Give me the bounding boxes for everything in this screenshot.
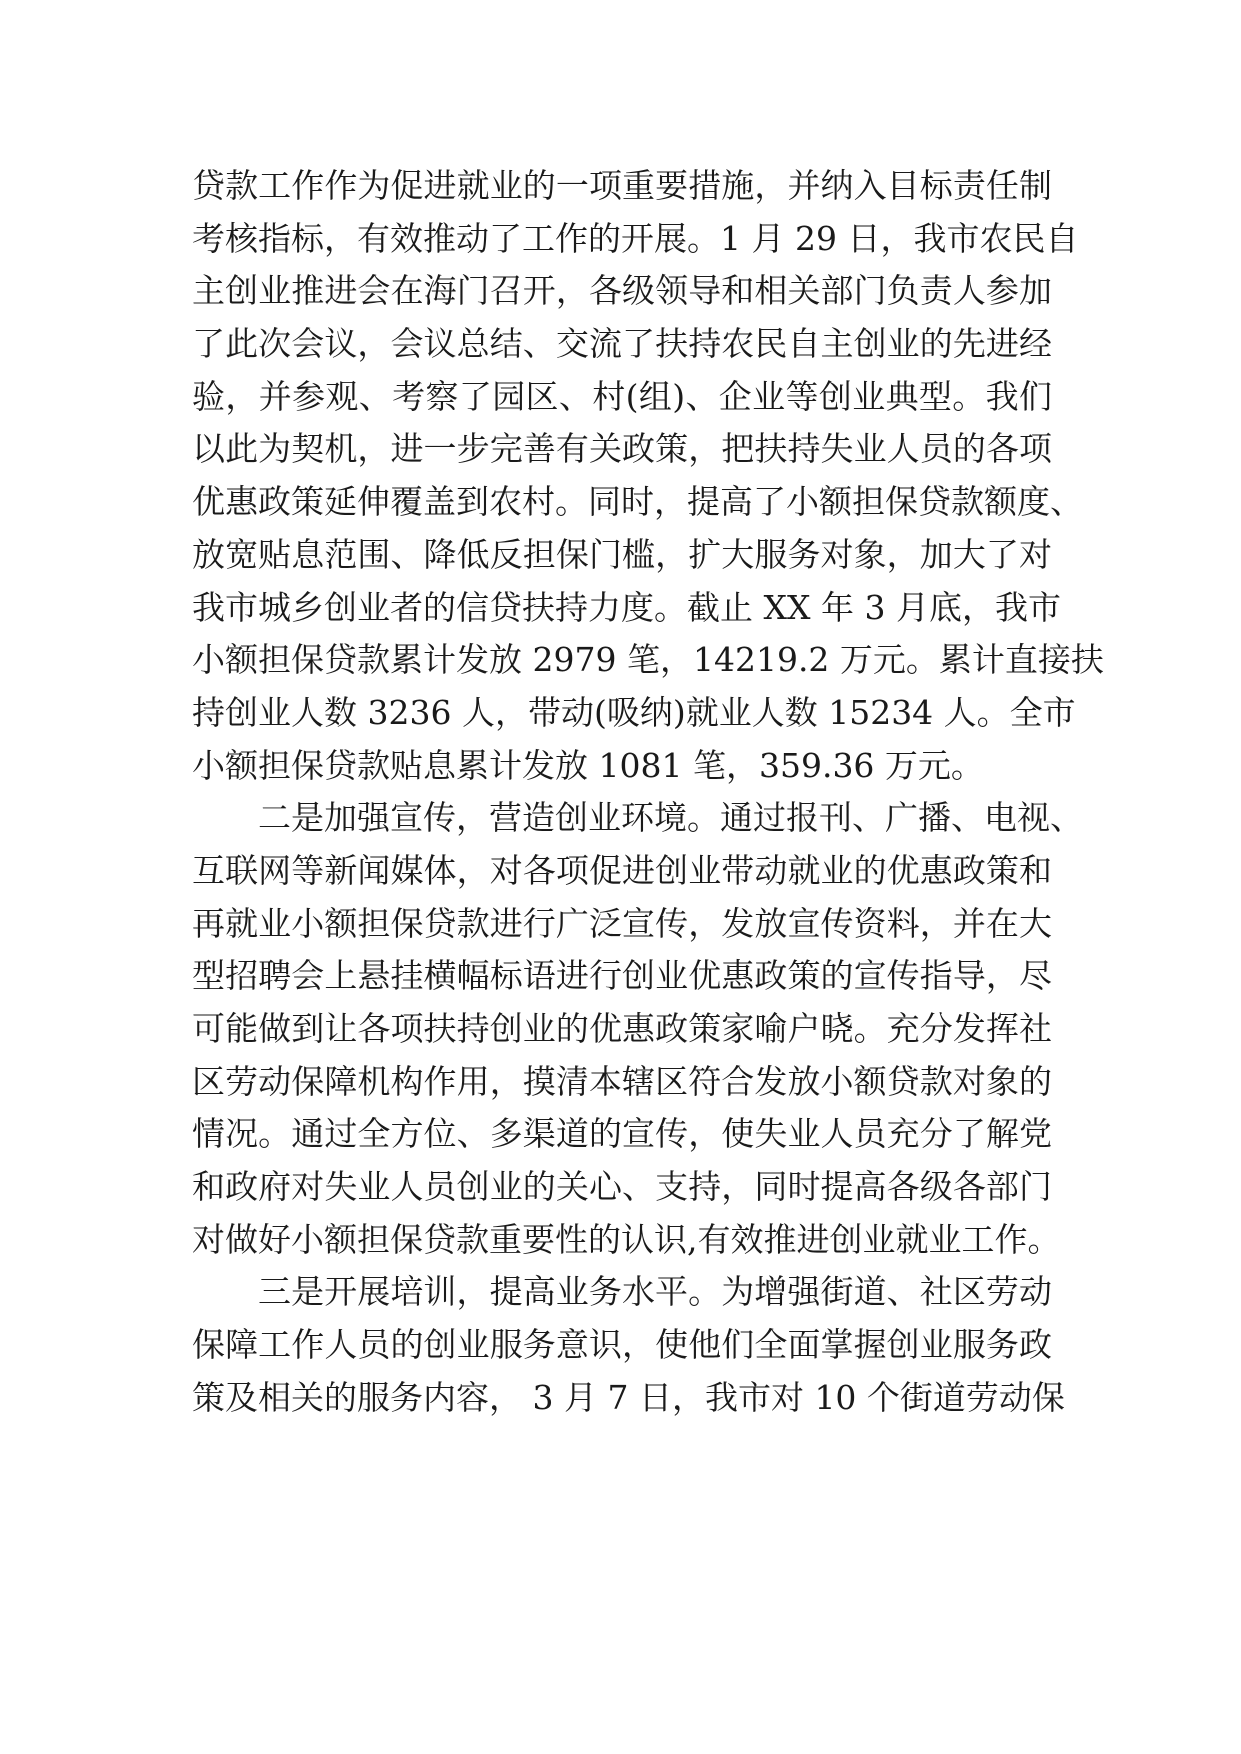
text-line: 和政府对失业人员创业的关心、支持，同时提高各级各部门 <box>192 1167 1052 1207</box>
text-line: 区劳动保障机构作用，摸清本辖区符合发放小额贷款对象的 <box>192 1061 1052 1101</box>
text-line: 小额担保贷款累计发放 2979 笔，14219.2 万元。累计直接扶 <box>192 640 1104 680</box>
text-line: 二是加强宣传，营造创业环境。通过报刊、广播、电视、 <box>258 798 1083 838</box>
text-line: 型招聘会上悬挂横幅标语进行创业优惠政策的宣传指导，尽 <box>192 956 1052 996</box>
text-line: 再就业小额担保贷款进行广泛宣传，发放宣传资料，并在大 <box>192 903 1052 943</box>
text-line: 小额担保贷款贴息累计发放 1081 笔，359.36 万元。 <box>192 745 984 785</box>
text-line: 验，并参观、考察了园区、村(组)、企业等创业典型。我们 <box>192 376 1052 416</box>
text-line: 贷款工作作为促进就业的一项重要措施，并纳入目标责任制 <box>192 166 1052 205</box>
text-line: 我市城乡创业者的信贷扶持力度。截止 XX 年 3 月底，我市 <box>192 587 1061 627</box>
text-line: 保障工作人员的创业服务意识，使他们全面掌握创业服务政 <box>192 1325 1052 1365</box>
text-line: 互联网等新闻媒体，对各项促进创业带动就业的优惠政策和 <box>192 850 1052 890</box>
document-body <box>192 160 1104 1425</box>
text-line: 放宽贴息范围、降低反担保门槛，扩大服务对象，加大了对 <box>192 534 1052 574</box>
text-line: 以此为契机，进一步完善有关政策，把扶持失业人员的各项 <box>192 429 1052 469</box>
text-line: 对做好小额担保贷款重要性的认识,有效推进创业就业工作。 <box>192 1219 1061 1259</box>
text-line: 主创业推进会在海门召开，各级领导和相关部门负责人参加 <box>192 271 1052 311</box>
text-line: 考核指标，有效推动了工作的开展。1 月 29 日，我市农民自 <box>192 218 1079 258</box>
text-line: 可能做到让各项扶持创业的优惠政策家喻户晓。充分发挥社 <box>192 1009 1052 1048</box>
text-line: 优惠政策延伸覆盖到农村。同时，提高了小额担保贷款额度、 <box>192 482 1083 522</box>
text-line: 持创业人数 3236 人，带动(吸纳)就业人数 15234 人。全市 <box>192 692 1076 732</box>
text-line: 三是开展培训，提高业务水平。为增强街道、社区劳动 <box>258 1272 1052 1312</box>
text-line: 情况。通过全方位、多渠道的宣传，使失业人员充分了解党 <box>192 1114 1052 1154</box>
text-line: 了此次会议，会议总结、交流了扶持农民自主创业的先进经 <box>192 324 1052 364</box>
text-line: 策及相关的服务内容， 3 月 7 日，我市对 10 个街道劳动保 <box>192 1377 1065 1417</box>
